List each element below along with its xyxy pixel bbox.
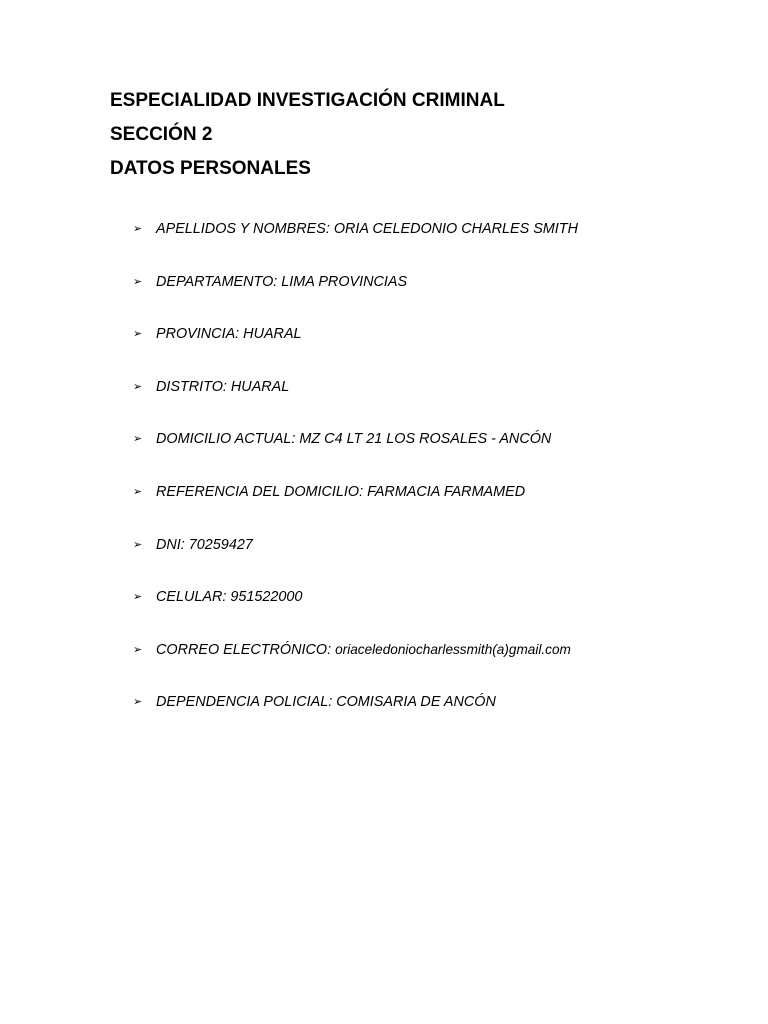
arrowhead-bullet-icon: ➢	[133, 274, 143, 288]
arrowhead-bullet-icon: ➢	[133, 379, 143, 393]
arrowhead-bullet-icon: ➢	[133, 642, 143, 656]
field-value: FARMACIA FARMAMED	[367, 483, 526, 500]
field-value: MZ C4 LT 21 LOS ROSALES - ANCÓN	[299, 431, 552, 448]
field-label: PROVINCIA:	[156, 326, 240, 343]
field-label: DISTRITO:	[156, 378, 227, 395]
field-value: 951522000	[230, 589, 303, 606]
field-label: DEPENDENCIA POLICIAL:	[156, 694, 333, 711]
field-district	[133, 375, 578, 428]
arrowhead-bullet-icon: ➢	[133, 695, 143, 709]
field-label: DNI:	[156, 536, 185, 553]
arrowhead-bullet-icon: ➢	[133, 590, 143, 604]
arrowhead-bullet-icon: ➢	[133, 327, 143, 341]
field-label: CELULAR:	[156, 589, 227, 606]
field-value: ORIA CELEDONIO CHARLES SMITH	[333, 221, 578, 237]
field-address-reference	[133, 480, 578, 533]
section-title: SECCIÓN 2	[110, 124, 213, 145]
field-province	[133, 322, 578, 375]
arrowhead-bullet-icon: ➢	[133, 222, 143, 235]
field-cellphone	[133, 585, 578, 638]
field-label: DOMICILIO ACTUAL:	[156, 431, 296, 448]
specialty-title: ESPECIALIDAD INVESTIGACIÓN CRIMINAL	[110, 90, 505, 111]
field-email	[133, 638, 578, 691]
field-department	[133, 270, 578, 323]
field-dni	[133, 533, 578, 586]
field-full-name	[133, 217, 578, 270]
arrowhead-bullet-icon: ➢	[133, 432, 143, 446]
field-label: REFERENCIA DEL DOMICILIO:	[156, 483, 364, 500]
heading-block	[110, 84, 505, 186]
field-police-unit	[133, 690, 578, 743]
field-value: COMISARIA DE ANCÓN	[336, 694, 496, 711]
field-current-address	[133, 427, 578, 480]
field-value: 70259427	[188, 536, 253, 553]
personal-data-title: DATOS PERSONALES	[110, 158, 311, 179]
arrowhead-bullet-icon: ➢	[133, 484, 143, 498]
field-value: oriaceledoniocharlessmith(a)gmail.com	[335, 641, 571, 657]
arrowhead-bullet-icon: ➢	[133, 537, 143, 551]
field-value: LIMA PROVINCIAS	[281, 273, 408, 290]
field-value: HUARAL	[243, 326, 302, 343]
field-label: APELLIDOS Y NOMBRES:	[156, 221, 330, 237]
field-label: CORREO ELECTRÓNICO:	[156, 641, 332, 658]
personal-data-list	[133, 217, 578, 743]
field-label: DEPARTAMENTO:	[156, 273, 278, 290]
field-value: HUARAL	[230, 378, 290, 395]
